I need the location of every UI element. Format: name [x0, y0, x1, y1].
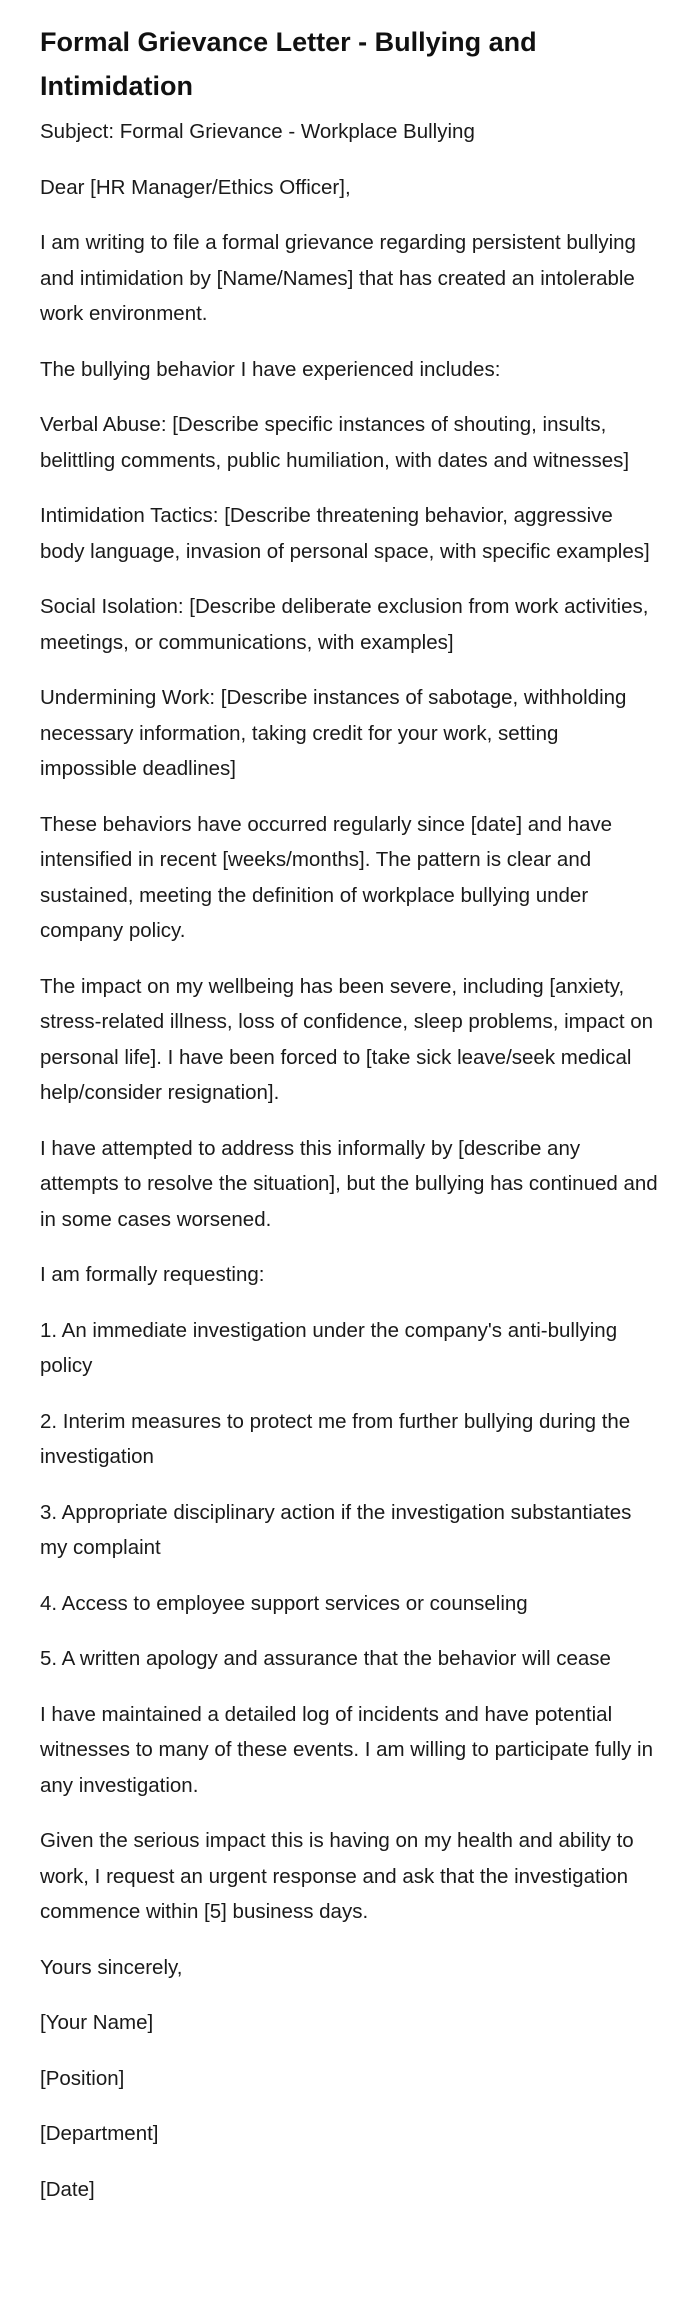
signature-date: [Date] [40, 2177, 95, 2201]
undermining-work-paragraph: Undermining Work: [Describe instances of sabotage, withholding necessary information, taking credit for your work, setting impossible deadlines] [40, 686, 627, 780]
salutation: Dear [HR Manager/Ethics Officer], [40, 175, 351, 199]
subject-line: Subject: Formal Grievance - Workplace Bullying [40, 120, 475, 143]
intro-paragraph: I am writing to file a formal grievance regarding persistent bullying and intimidation by [Name/Names] that has created an intolerable work environment. [40, 231, 636, 325]
request-item-1: 1. An immediate investigation under the company's anti-bullying policy [40, 1318, 618, 1377]
behavior-intro: The bullying behavior I have experienced includes: [40, 357, 501, 381]
verbal-abuse-paragraph: Verbal Abuse: [Describe specific instances of shouting, insults, belittling comments, public humiliation, with dates and witnesses] [40, 413, 630, 472]
social-isolation-paragraph: Social Isolation: [Describe deliberate exclusion from work activities, meetings, or communications, with examples] [40, 595, 649, 654]
letter-title: Formal Grievance Letter - Bullying and Intimidation [40, 27, 537, 101]
evidence-paragraph: I have maintained a detailed log of incidents and have potential witnesses to many of these events. I am willing to participate fully in any investigation. [40, 1702, 654, 1797]
impact-paragraph: The impact on my wellbeing has been severe, including [anxiety, stress-related illness, loss of confidence, sleep problems, impact on personal life]. I have been forced to [take sick leave/seek medical help/consider resignation]. [40, 974, 654, 1104]
request-item-5: 5. A written apology and assurance that the behavior will cease [40, 1647, 611, 1670]
closing: Yours sincerely, [40, 1955, 183, 1979]
intimidation-paragraph: Intimidation Tactics: [Describe threatening behavior, aggressive body language, invasion of personal space, with specific examples] [40, 504, 650, 563]
signature-department: [Department] [40, 2122, 159, 2145]
urgency-paragraph: Given the serious impact this is having on my health and ability to work, I request an urgent response and ask that the investigation commence within [5] business days. [40, 1829, 634, 1923]
request-item-4: 4. Access to employee support services or counseling [40, 1591, 528, 1615]
informal-attempts-paragraph: I have attempted to address this informally by [describe any attempts to resolve the situation], but the bullying has continued and in some cases worsened. [40, 1136, 658, 1231]
signature-position: [Position] [40, 2066, 125, 2090]
signature-name: [Your Name] [40, 2011, 154, 2034]
request-item-3: 3. Appropriate disciplinary action if the investigation substantiates my complaint [40, 1500, 632, 1559]
requests-intro: I am formally requesting: [40, 1263, 265, 1286]
pattern-paragraph: These behaviors have occurred regularly since [date] and have intensified in recent [weeks/months]. The pattern is clear and sustained, meeting the definition of workplace bullying under company policy. [40, 812, 613, 942]
request-item-2: 2. Interim measures to protect me from further bullying during the investigation [40, 1409, 631, 1468]
